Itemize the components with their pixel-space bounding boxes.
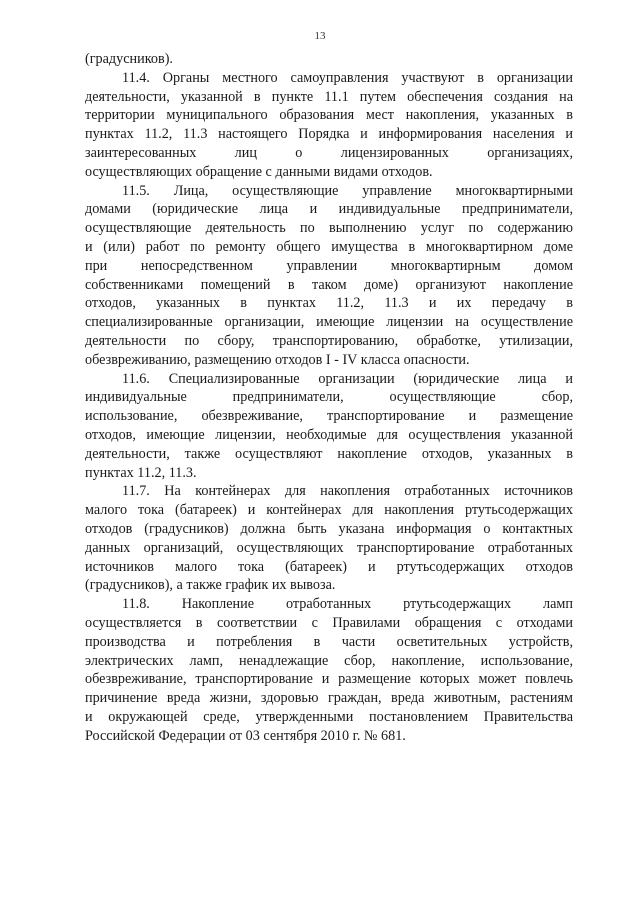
page-number: 13 — [314, 30, 326, 42]
text-line: (градусников). — [85, 51, 173, 67]
text-line: электрических ламп, ненадлежащие сбор, накопление, использование, — [85, 652, 573, 669]
paragraph-first-line: 11.8. Накопление отработанных ртутьсодержащих ламп — [122, 596, 573, 613]
paragraph-first-line: 11.5. Лица, осуществляющие управление многоквартирными — [122, 182, 573, 199]
text-line: домами (юридические лица и индивидуальные предприниматели, — [85, 201, 573, 218]
text-line: деятельности по сбору, транспортированию, обработке, утилизации, — [85, 332, 573, 349]
text-line: использование, обезвреживание, транспортирование и размещение — [85, 408, 573, 425]
text-line: причинение вреда жизни, здоровью граждан, вреда животным, растениям — [85, 690, 573, 707]
text-line: специализированные организации, имеющие лицензии на осуществление — [85, 314, 573, 331]
text-line: деятельности, указанной в пункте 11.1 путем обеспечения создания на — [85, 88, 573, 105]
text-line: обезвреживание, транспортирование и размещение которых может повлечь — [85, 671, 573, 688]
text-line: при непосредственном управлении многоквартирным домом — [85, 257, 573, 274]
text-line: осуществляется в соответствии с Правилами обращения с отходами — [85, 614, 573, 631]
text-line: и окружающей среде, утвержденными постановлением Правительства — [85, 708, 573, 725]
paragraph-first-line: 11.6. Специализированные организации (юридические лица и — [122, 370, 573, 387]
text-line: Российской Федерации от 03 сентября 2010 г. № 681. — [85, 727, 406, 744]
text-line: обезвреживанию, размещению отходов I - IV класса опасности. — [85, 351, 470, 368]
text-line: пунктах 11.2, 11.3. — [85, 464, 197, 481]
text-line: осуществляющие деятельность по выполнению услуг по содержанию — [85, 220, 573, 237]
text-line: индивидуальные предприниматели, осуществляющие сбор, — [85, 389, 573, 406]
paragraph-first-line: 11.4. Органы местного самоуправления участвуют в организации — [122, 69, 573, 86]
text-line: источников малого тока (батареек) и ртутьсодержащих отходов — [85, 558, 573, 575]
text-line: осуществляющих обращение с данными видами отходов. — [85, 163, 433, 180]
text-line: отходов, имеющие лицензии, необходимые для осуществления указанной — [85, 426, 573, 443]
text-line: малого тока (батареек) и контейнерах для накопления ртутьсодержащих — [85, 502, 573, 519]
text-line: (градусников), а также график их вывоза. — [85, 577, 336, 594]
text-line: отходов (градусников) должна быть указана информация о контактных — [85, 520, 573, 537]
text-line: данных организаций, осуществляющих транспортирование отработанных — [85, 539, 573, 556]
text-line: заинтересованных лиц о лицензированных организациях, — [85, 144, 573, 161]
text-line: отходов, указанных в пунктах 11.2, 11.3 и их передачу в — [85, 295, 573, 312]
text-line: пунктах 11.2, 11.3 настоящего Порядка и информирования населения и — [85, 126, 573, 143]
paragraph-first-line: 11.7. На контейнерах для накопления отработанных источников — [122, 483, 573, 500]
text-line: производства и потребления в части осветительных устройств, — [85, 633, 573, 650]
text-line: и (или) работ по ремонту общего имущества в многоквартирном доме — [85, 238, 573, 255]
text-line: территории муниципального образования мест накопления, указанных в — [85, 107, 573, 124]
text-line: деятельности, также осуществляют накопление отходов, указанных в — [85, 445, 573, 462]
document-body — [85, 50, 573, 745]
text-line: собственниками помещений в таком доме) организуют накопление — [85, 276, 573, 293]
